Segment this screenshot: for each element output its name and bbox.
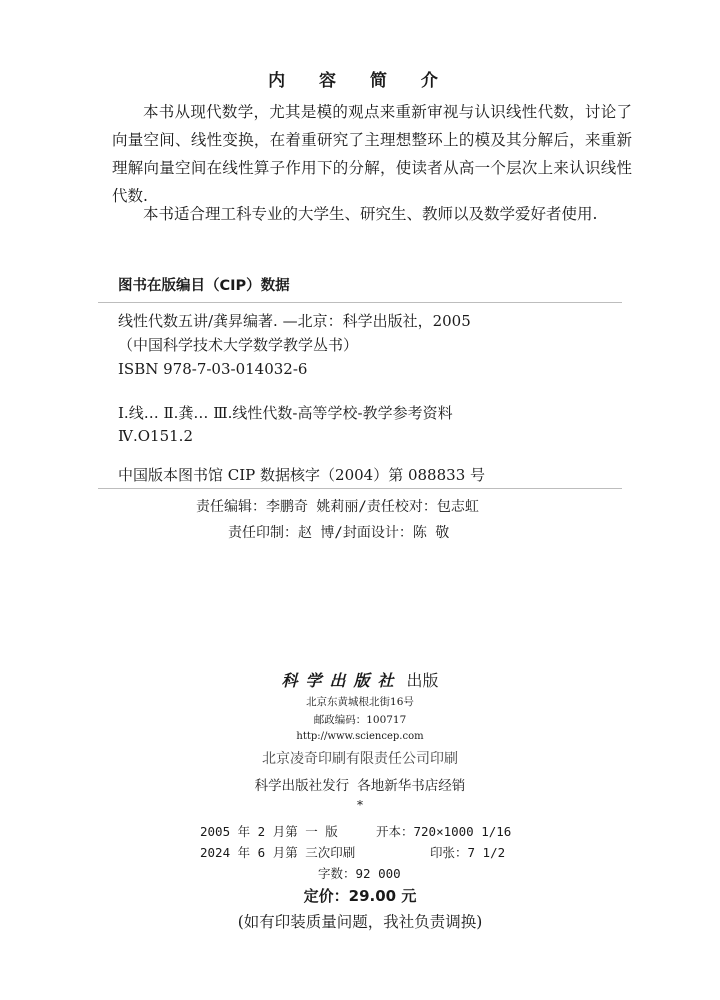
cip-title-line: 线性代数五讲/龚昇编著. —北京：科学出版社，2005 — [118, 312, 471, 330]
printing-info: 2024 年 6 月第 三次印刷 — [200, 845, 356, 860]
cip-record-line: 中国版本图书馆 CIP 数据核字（2004）第 088833 号 — [118, 466, 486, 484]
price: 定价：29.00 元 — [303, 887, 417, 905]
word-count: 字数：92 000 — [318, 866, 401, 881]
cip-subject-line: Ⅰ.线… Ⅱ.龚… Ⅲ.线性代数-高等学校-教学参考资料 — [118, 404, 453, 422]
format-info: 开本：720×1000 1/16 — [376, 824, 512, 839]
cip-isbn-line: ISBN 978-7-03-014032-6 — [118, 360, 308, 378]
cip-series-line: （中国科学技术大学数学教学丛书） — [118, 336, 359, 354]
production-credits: 责任印制：赵 博/封面设计：陈 敬 — [228, 525, 450, 541]
publisher-url: http://www.sciencep.com — [296, 731, 424, 742]
separator-star: * — [357, 798, 363, 812]
publisher-address: 北京东黄城根北街16号 — [306, 696, 414, 708]
publisher-postcode: 邮政编码：100717 — [313, 714, 407, 726]
summary-paragraph-1: 本书从现代数学，尤其是模的观点来重新审视与认识线性代数，讨论了向量空间、线性变换，在着重研究了主理想整环上的模及其分解后，来重新理解向量空间在线性算子作用下的分解，使读者从高一个层次上来认识线性代数. — [112, 103, 632, 205]
publisher-suffix: 出版 — [406, 671, 439, 690]
summary-paragraph-2: 本书适合理工科专业的大学生、研究生、教师以及数学爱好者使用. — [143, 205, 598, 223]
edition-info: 2005 年 2 月第 一 版 — [200, 824, 338, 839]
quality-note: (如有印装质量问题，我社负责调换) — [237, 913, 483, 931]
distribution-line: 科学出版社发行 各地新华书店经销 — [254, 778, 466, 794]
sheets-info: 印张：7 1/2 — [430, 845, 506, 860]
page-title: 内 容 简 介 — [268, 71, 452, 91]
divider-bottom — [98, 488, 622, 489]
publisher-line — [0, 668, 720, 691]
cip-classification-line: Ⅳ.O151.2 — [118, 427, 193, 445]
divider-top — [98, 302, 622, 303]
publisher-name: 科学出版社 — [281, 671, 402, 690]
cip-heading: 图书在版编目（CIP）数据 — [118, 278, 290, 294]
editor-credits: 责任编辑：李鹏奇 姚莉丽/责任校对：包志虹 — [196, 499, 479, 515]
printer-line: 北京凌奇印刷有限责任公司印刷 — [262, 751, 458, 767]
